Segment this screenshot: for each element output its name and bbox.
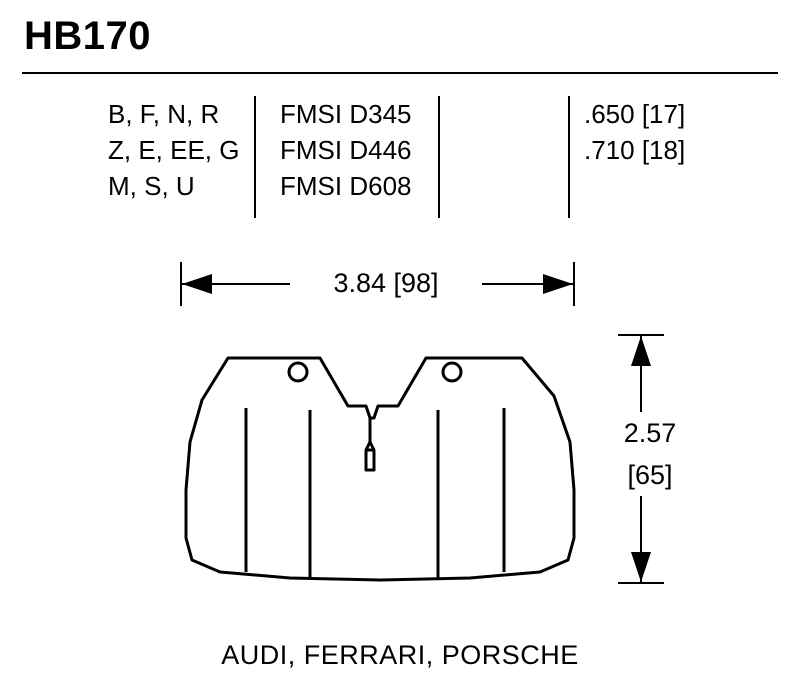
arrow-down-icon: [631, 552, 651, 582]
fmsi-row-2: FMSI D446: [280, 135, 412, 165]
width-dimension-label: 3.84 [98]: [290, 268, 482, 299]
thickness-row-1: .650 [17]: [584, 99, 686, 129]
compound-row-1: B, F, N, R: [108, 99, 220, 129]
compound-codes-column: [108, 96, 258, 226]
header-divider-line: [22, 72, 778, 74]
vehicle-applications: AUDI, FERRARI, PORSCHE: [221, 640, 579, 670]
height-dimension-label-mm: [65]: [627, 460, 673, 490]
compound-row-3: M, S, U: [108, 171, 195, 201]
pad-backing-plate-outline: [186, 358, 574, 580]
spec-table: [22, 96, 778, 226]
pad-center-slot: [366, 418, 374, 470]
mounting-hole-left: [289, 363, 307, 381]
width-dimension: [180, 262, 575, 306]
brake-pad-outline-drawing: [170, 322, 590, 597]
mounting-hole-right: [443, 363, 461, 381]
fmsi-row-1: FMSI D345: [280, 99, 412, 129]
fmsi-numbers-column: [280, 96, 460, 226]
arrow-up-icon: [631, 336, 651, 366]
arrow-right-icon: [543, 274, 573, 294]
fmsi-row-3: FMSI D608: [280, 171, 412, 201]
arrow-left-icon: [182, 274, 212, 294]
part-number: HB170: [24, 14, 152, 58]
compound-row-2: Z, E, EE, G: [108, 135, 240, 165]
thickness-column: [584, 96, 784, 226]
height-dimension-label-inches: 2.57: [623, 418, 677, 448]
thickness-row-2: .710 [18]: [584, 135, 686, 165]
height-dimension-label-group: [600, 412, 700, 496]
table-divider-3: [568, 96, 570, 218]
